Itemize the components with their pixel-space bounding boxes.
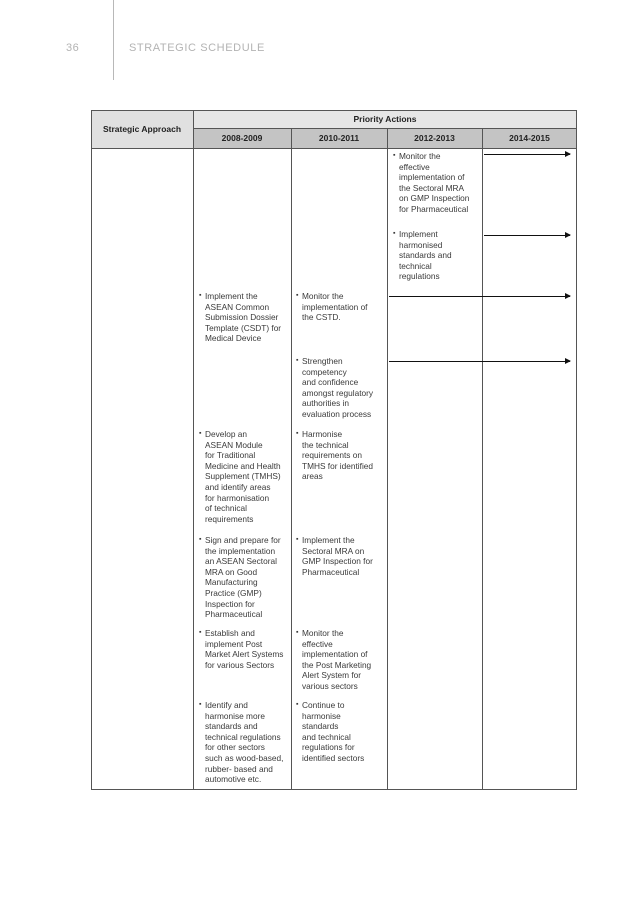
action-text: Establish and implement Post Market Alert Systems for various Sectors	[205, 628, 284, 670]
bullet: ▪	[296, 701, 299, 708]
header-priority-actions: Priority Actions	[353, 114, 417, 124]
action-cell	[296, 429, 386, 482]
action-text: Continue to harmonise standards and technical regulations for identified sectors	[302, 700, 365, 763]
strategic-schedule-table	[91, 110, 577, 790]
action-text: Develop an ASEAN Module for Traditional Medicine and Health Supplement (TMHS) and identify areas for harmonisation of technical requirements	[205, 429, 281, 524]
action-cell	[296, 535, 386, 577]
action-cell	[296, 700, 386, 764]
page-number: 36	[66, 42, 80, 54]
bullet: ▪	[199, 701, 202, 708]
action-text: Implement the Sectoral MRA on GMP Inspection for Pharmaceutical	[302, 535, 373, 577]
header-year-2012-2013: 2012-2013	[414, 133, 455, 143]
bullet: ▪	[199, 430, 202, 437]
action-cell	[296, 628, 386, 692]
page-section-title: STRATEGIC SCHEDULE	[129, 42, 265, 54]
action-text: Strengthen competency and confidence amongst regulatory authorities in evaluation process	[302, 356, 374, 419]
action-text: Monitor the implementation of the CSTD.	[302, 291, 368, 323]
header-strategic-approach: Strategic Approach	[102, 124, 182, 134]
bullet: ▪	[296, 536, 299, 543]
header-year-2010-2011: 2010-2011	[318, 133, 360, 143]
action-cell	[199, 429, 291, 524]
action-cell	[199, 535, 291, 620]
bullet: ▪	[393, 230, 396, 237]
continuation-arrow	[484, 235, 570, 236]
header-divider-line	[193, 128, 577, 129]
continuation-arrow	[389, 296, 570, 297]
column-line	[482, 128, 483, 790]
action-text: Monitor the effective implementation of the Post Marketing Alert System for various sectors	[302, 628, 372, 691]
bullet: ▪	[393, 152, 396, 159]
bullet: ▪	[296, 292, 299, 299]
column-line	[193, 110, 194, 790]
action-text: Implement harmonised standards and technical regulations	[399, 229, 452, 282]
action-cell	[199, 291, 291, 344]
bullet: ▪	[199, 629, 202, 636]
bullet: ▪	[296, 430, 299, 437]
action-text: Sign and prepare for the implementation an ASEAN Sectoral MRA on Good Manufacturing Practice (GMP) Inspection for Pharmaceutical	[205, 535, 281, 620]
column-line	[291, 128, 292, 790]
continuation-arrow	[389, 361, 570, 362]
continuation-arrow	[484, 154, 570, 155]
action-text: Harmonise the technical requirements on TMHS for identified areas	[302, 429, 374, 482]
action-text: Implement the ASEAN Common Submission Dossier Template (CSDT) for Medical Device	[205, 291, 282, 344]
action-cell	[393, 229, 481, 282]
action-cell	[296, 356, 386, 420]
header-year-2014-2015: 2014-2015	[509, 133, 550, 143]
header-year-2008-2009: 2008-2009	[221, 133, 263, 143]
header-divider	[113, 0, 114, 80]
action-text: Identify and harmonise more standards and technical regulations for other sectors such as wood-based, rubber- based and automotive etc.	[205, 700, 284, 785]
column-line	[387, 128, 388, 790]
action-cell	[199, 700, 291, 785]
bullet: ▪	[199, 536, 202, 543]
action-cell	[199, 628, 291, 670]
bullet: ▪	[199, 292, 202, 299]
bullet: ▪	[296, 357, 299, 364]
action-cell	[393, 151, 481, 215]
bullet: ▪	[296, 629, 299, 636]
action-text: Monitor the effective implementation of the Sectoral MRA on GMP Inspection for Pharmaceutical	[399, 151, 470, 214]
action-cell	[296, 291, 386, 323]
header-bottom-line	[91, 148, 577, 149]
